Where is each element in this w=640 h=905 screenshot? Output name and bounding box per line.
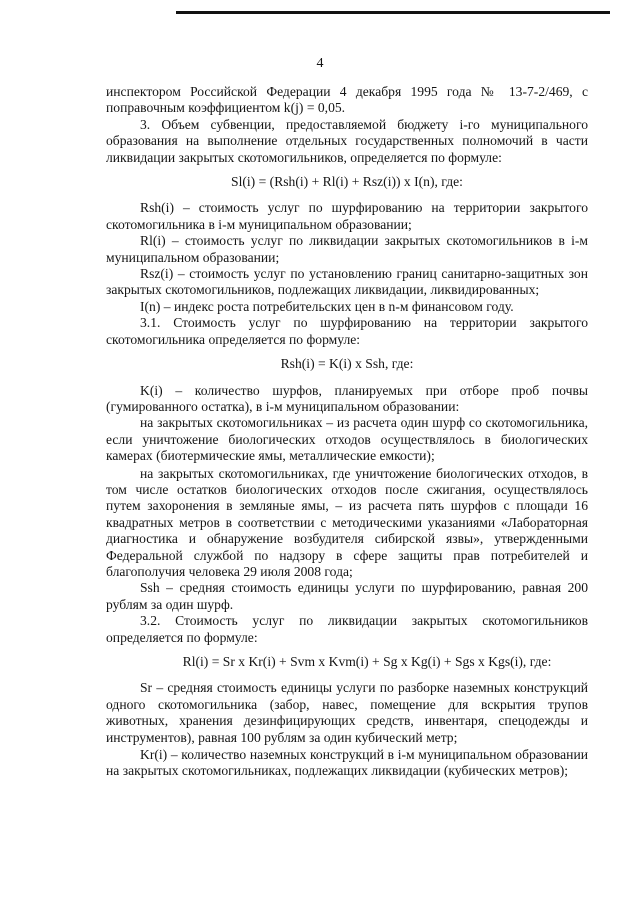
document-body (106, 84, 588, 780)
definition-k-case-1: на закрытых скотомогильниках – из расчета один шурф со скотомогильника, если уничтожение биологических отходов осуществлялось в биологических камерах (биотермические ямы, металлические емкости); (106, 415, 588, 464)
definition-rsh: Rsh(i) – стоимость услуг по шурфированию на территории закрытого скотомогильника в i-м муниципальном образовании; (106, 200, 588, 232)
definition-kr: Kr(i) – количество наземных конструкций в i-м муниципальном образовании на закрытых скотомогильниках, подлежащих ликвидации (кубических метров); (106, 747, 588, 779)
page-number: 4 (316, 56, 324, 71)
definition-ssh: Ssh – средняя стоимость единицы услуги по шурфированию, равная 200 рублям за один шурф. (106, 580, 588, 612)
definition-k-case-2: на закрытых скотомогильниках, где уничтожение биологических отходов, в том числе остатков биологических отходов после сжигания, осуществлялось путем захоронения в земляные ямы, – из расчета пять шурфов с площади 16 квадратных метров в соответствии с методическими указаниями «Лабораторная диагностика и обнаружение возбудителя сибирской язвы», утвержденными Федеральной службой по надзору в сфере защиты прав потребителей и благополучия человека 29 июля 2008 года; (106, 465, 588, 579)
formula-rl: Rl(i) = Sr x Kr(i) + Svm x Kvm(i) + Sg x Kg(i) + Sgs x Kgs(i), где: (182, 654, 552, 669)
paragraph-continuation: инспектором Российской Федерации 4 декабря 1995 года № 13-7-2/469, с поправочным коэффициентом k(j) = 0,05. (106, 84, 588, 116)
paragraph-clause-3: 3. Объем субвенции, предоставляемой бюджету i-го муниципального образования на выполнение отдельных государственных полномочий в части ликвидации закрытых скотомогильников, определяется по формуле: (106, 116, 588, 165)
definition-sr: Sr – средняя стоимость единицы услуги по разборке наземных конструкций одного скотомогильника (забор, навес, помещение для вскрытия трупов животных, хранения дезинфицирующих средств, инвентаря, спецодежды и инструментов), равная 100 рублям за один кубический метр; (106, 680, 588, 745)
formula-sl: Sl(i) = (Rsh(i) + Rl(i) + Rsz(i)) x I(n), где: (231, 174, 463, 190)
definition-rl: Rl(i) – стоимость услуг по ликвидации закрытых скотомогильников в i-м муниципальном образовании; (106, 233, 588, 265)
definition-in: I(n) – индекс роста потребительских цен в n-м финансовом году. (140, 298, 514, 314)
definition-k: K(i) – количество шурфов, планируемых при отборе проб почвы (гумированного остатка), в i-м муниципальном образовании: (106, 382, 588, 414)
paragraph-clause-3-2: 3.2. Стоимость услуг по ликвидации закрытых скотомогильников определяется по формуле: (106, 613, 588, 645)
paragraph-clause-3-1: 3.1. Стоимость услуг по шурфированию на территории закрытого скотомогильника определяется по формуле: (106, 315, 588, 347)
top-rule (176, 11, 610, 14)
formula-rsh: Rsh(i) = K(i) x Ssh, где: (280, 356, 414, 372)
definition-rsz: Rsz(i) – стоимость услуг по установлению границ санитарно-защитных зон закрытых скотомогильников, подлежащих ликвидации, ликвидированных; (106, 266, 588, 298)
